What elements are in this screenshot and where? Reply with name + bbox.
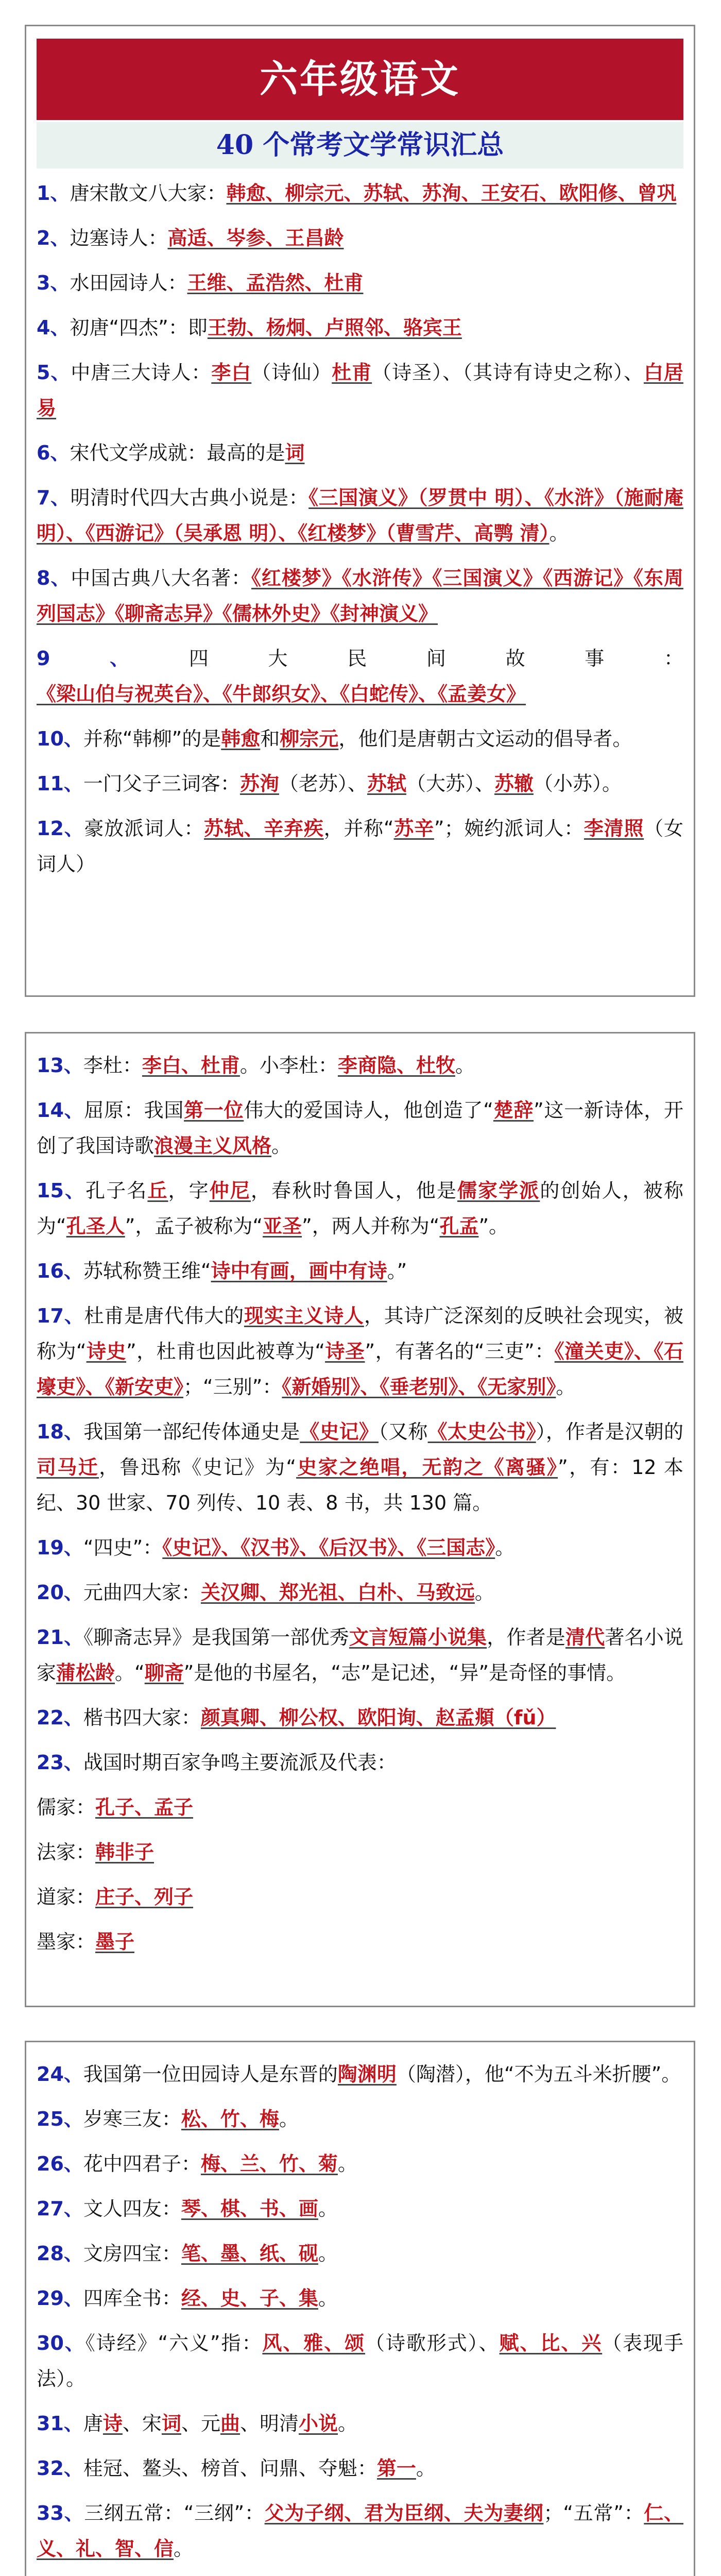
item-number: 31、: [37, 2412, 83, 2435]
knowledge-item: [26, 2146, 694, 2182]
item-number: 26、: [37, 2153, 83, 2175]
prompt-text: 一门父子三词客：: [83, 772, 240, 795]
prompt-text: 和: [260, 727, 280, 750]
prompt-text: 楷书四大家：: [83, 1706, 201, 1729]
prompt-text: 杜甫是唐代伟大的: [84, 1304, 244, 1327]
answer-text: 第一: [376, 2457, 416, 2480]
answer-text: 儒家学派: [457, 1179, 540, 1202]
answer-text: 韩愈、柳宗元、苏轼、苏洵、王安石、欧阳修、曾巩: [226, 182, 677, 205]
item-number: 23、: [37, 1751, 83, 1774]
knowledge-item: [26, 265, 694, 301]
prompt-text: 的创始人，被称为“: [37, 1179, 683, 1238]
prompt-text: 。小李杜：: [239, 1054, 338, 1077]
knowledge-item: [26, 1530, 694, 1566]
prompt-text: 《聊斋志异》是我国第一部优秀: [83, 1626, 349, 1649]
answer-text: 《三国演义》（罗贯中 明）、《水浒》（施耐庵 明）、《西游记》（吴承恩 明）、《红楼梦》（曹雪芹、高鹗 清）: [37, 486, 683, 545]
answer-text: 浪漫主义风格: [154, 1134, 272, 1157]
prompt-text: ；“三别”：: [183, 1376, 282, 1398]
knowledge-item: [26, 435, 694, 471]
answer-text: 苏轼、辛弃疾: [204, 817, 324, 840]
answer-text: 第一位: [184, 1099, 244, 1122]
item-number: 11、: [37, 772, 83, 795]
answer-text: 柳宗元: [280, 727, 339, 750]
item-number: 14、: [37, 1099, 84, 1122]
answer-text: 蒲松龄: [56, 1662, 115, 1684]
prompt-text: 儒家：: [37, 1796, 96, 1819]
prompt-text: 。“: [115, 1662, 145, 1684]
knowledge-item: [26, 221, 694, 256]
item-number: 19、: [37, 1536, 83, 1559]
prompt-text: 文人四友：: [83, 2197, 181, 2220]
prompt-text: 、明清: [239, 2412, 299, 2435]
knowledge-item: [26, 2057, 694, 2092]
knowledge-item: [26, 2496, 694, 2567]
prompt-text: 。: [455, 1054, 475, 1077]
knowledge-item: [26, 1790, 694, 1825]
answer-text: 楚辞: [493, 1099, 534, 1122]
prompt-text: 边塞诗人：: [70, 227, 168, 249]
prompt-text: ”，有著名的“三吏”：: [365, 1340, 555, 1363]
answer-text: 琴、棋、书、画: [181, 2197, 318, 2220]
answer-text: 李清照: [583, 817, 644, 840]
prompt-text: ”是他的书屋名，“志”是记述，“异”是奇怪的事情。: [183, 1662, 626, 1684]
answer-text: 文言短篇小说集: [349, 1626, 487, 1649]
prompt-text: 孔子名: [85, 1179, 148, 1202]
prompt-text: 中唐三大诗人：: [71, 361, 212, 384]
knowledge-card-2: [25, 1032, 695, 2007]
answer-text: 孔孟: [439, 1215, 479, 1238]
answer-text: 孔子、孟子: [95, 1796, 194, 1819]
answer-text: 李白: [211, 361, 252, 384]
prompt-text: 初唐“四杰”：即: [70, 316, 208, 339]
prompt-text: 三纲五常：“三纲”：: [84, 2502, 265, 2524]
answer-text: 王勃、杨炯、卢照邻、骆宾王: [207, 316, 462, 339]
prompt-text: 。: [549, 522, 569, 545]
knowledge-item: [26, 1093, 694, 1164]
prompt-text: ，作者是: [487, 1626, 565, 1649]
item-number: 32、: [37, 2457, 83, 2480]
prompt-text: ”，杜甫也因此被尊为“: [126, 1340, 325, 1363]
answer-text: 仁、义、礼、智、信: [37, 2502, 683, 2560]
answer-text: 诗圣: [325, 1340, 365, 1363]
prompt-text: 。: [474, 1581, 494, 1604]
knowledge-item: [26, 1575, 694, 1611]
prompt-text: 。: [556, 1376, 576, 1398]
answer-text: 父为子纲、君为臣纲、夫为妻纲: [264, 2502, 544, 2524]
knowledge-item: [26, 1173, 694, 1244]
prompt-text: 豪放派词人：: [84, 817, 204, 840]
item-number: 15、: [37, 1179, 86, 1202]
item-number: 29、: [37, 2287, 83, 2310]
answer-text: 诗: [102, 2412, 123, 2435]
prompt-text: 。: [495, 1536, 515, 1559]
prompt-text: 。”: [387, 1260, 407, 1282]
prompt-text: 中国古典八大名著：: [71, 567, 251, 589]
prompt-text: ”这一新诗体，开创了我国诗歌: [37, 1099, 683, 1157]
answer-text: 韩非子: [95, 1841, 154, 1863]
prompt-text: ”。: [478, 1215, 509, 1238]
answer-text: 词: [285, 442, 305, 464]
knowledge-item: [26, 811, 694, 882]
knowledge-item: [26, 641, 694, 712]
answer-text: 李白、杜甫: [142, 1054, 240, 1077]
item-list-1: [26, 176, 694, 891]
knowledge-item: [26, 310, 694, 346]
item-number: 4、: [37, 316, 70, 339]
prompt-text: （诗仙）: [251, 361, 332, 384]
prompt-text: ”，有：12 本纪、30 世家、70 列传、10 表、8 书，共 130 篇。: [37, 1456, 683, 1514]
prompt-text: ，春秋时鲁国人，他是: [250, 1179, 457, 1202]
prompt-text: ；“五常”：: [543, 2502, 644, 2524]
prompt-text: 水田园诗人：: [70, 272, 187, 294]
answer-text: 《新婚别》、《垂老别》、《无家别》: [282, 1376, 556, 1398]
knowledge-item: [26, 1253, 694, 1289]
item-number: 12、: [37, 817, 84, 840]
prompt-text: 。: [318, 2287, 338, 2310]
item-number: 20、: [37, 1581, 83, 1604]
prompt-text: 岁寒三友：: [83, 2108, 181, 2130]
answer-text: 关汉卿、郑光祖、白朴、马致远: [200, 1581, 475, 1604]
prompt-text: 、元: [181, 2412, 220, 2435]
item-number: 25、: [37, 2108, 83, 2130]
item-list-2: [26, 1048, 694, 1969]
answer-text: 现实主义诗人: [244, 1304, 364, 1327]
item-number: 16、: [37, 1260, 83, 1282]
answer-text: 陶渊明: [337, 2063, 397, 2086]
item-number: 33、: [37, 2502, 84, 2524]
item-number: 9、: [37, 647, 189, 670]
item-number: 8、: [37, 567, 71, 589]
item-number: 27、: [37, 2197, 83, 2220]
item-number: 17、: [37, 1304, 84, 1327]
item-number: 5、: [37, 361, 71, 384]
prompt-text: 。: [271, 1134, 291, 1157]
item-number: 3、: [37, 272, 70, 294]
answer-text: 诗中有画，画中有诗: [211, 1260, 387, 1282]
answer-text: 曲: [220, 2412, 240, 2435]
answer-text: 清代: [565, 1626, 605, 1649]
prompt-text: 桂冠、鳌头、榜首、问鼎、夺魁：: [83, 2457, 377, 2480]
answer-text: 《梁山伯与祝英台》、《牛郎织女》、《白蛇传》、《孟姜女》: [37, 683, 526, 705]
knowledge-item: [26, 1414, 694, 1521]
prompt-text: ，并称“: [323, 817, 394, 840]
prompt-text: 李杜：: [83, 1054, 142, 1077]
item-number: 28、: [37, 2242, 83, 2265]
item-number: 6、: [37, 442, 70, 464]
prompt-text: （陶潜），他“不为五斗米折腰”。: [396, 2063, 681, 2086]
item-list-3: [26, 2057, 694, 2576]
answer-text: 笔、墨、纸、砚: [181, 2242, 318, 2265]
answer-text: 王维、孟浩然、杜甫: [187, 272, 364, 294]
answer-text: 诗史: [86, 1340, 127, 1363]
answer-text: 松、竹、梅: [181, 2108, 279, 2130]
knowledge-item: [26, 1879, 694, 1915]
answer-text: 杜甫: [332, 361, 372, 384]
page-title: 六年级语文: [37, 39, 683, 120]
knowledge-item: [26, 1298, 694, 1405]
page-subtitle: 40 个常考文学常识汇总: [37, 122, 683, 168]
prompt-text: 唐宋散文八大家：: [70, 182, 227, 205]
answer-text: 苏辙: [494, 772, 534, 795]
prompt-text: 。: [416, 2457, 436, 2480]
prompt-text: ，鲁迅称《史记》为“: [99, 1456, 297, 1479]
prompt-text: ”；婉约派词人：: [434, 817, 584, 840]
knowledge-item: [26, 2406, 694, 2442]
answer-text: 《红楼梦》《水浒传》《三国演义》《西游记》《东周列国志》《聊斋志异》《儒林外史》《封神演义》: [37, 567, 683, 625]
knowledge-item: [26, 2281, 694, 2316]
knowledge-item: [26, 2326, 694, 2397]
prompt-text: 、宋: [122, 2412, 162, 2435]
prompt-text: 我国第一部纪传体通史是: [83, 1420, 300, 1443]
prompt-text: 宋代文学成就：最高的是: [70, 442, 285, 464]
prompt-text: 并称“韩柳”的是: [83, 727, 221, 750]
knowledge-item: [26, 1745, 694, 1781]
prompt-text: 《诗经》“六义”指：: [85, 2332, 263, 2354]
knowledge-item: [26, 1924, 694, 1960]
prompt-text: 。: [338, 2412, 358, 2435]
knowledge-item: [26, 766, 694, 802]
prompt-text: 。: [279, 2108, 299, 2130]
prompt-text: ”，孟子被称为“: [125, 1215, 263, 1238]
prompt-text: ，他们是唐朝古文运动的倡导者。: [338, 727, 632, 750]
prompt-text: 元曲四大家：: [83, 1581, 201, 1604]
item-number: 10、: [37, 727, 83, 750]
prompt-text: 。: [337, 2153, 357, 2175]
knowledge-item: [26, 2451, 694, 2486]
prompt-text: 。: [174, 2537, 194, 2560]
prompt-text: （又称: [379, 1420, 428, 1443]
item-number: 1、: [37, 182, 70, 205]
answer-text: 梅、兰、竹、菊: [200, 2153, 338, 2175]
answer-text: 赋、比、兴: [499, 2332, 603, 2354]
prompt-text: ），作者是汉朝的: [536, 1420, 683, 1443]
prompt-text: 战国时期百家争鸣主要流派及代表：: [83, 1751, 397, 1774]
item-number: 18、: [37, 1420, 84, 1443]
prompt-text: 苏轼称赞王维“: [83, 1260, 211, 1282]
knowledge-item: [26, 1700, 694, 1736]
answer-text: 仲尼: [209, 1179, 251, 1202]
prompt-text: 花中四君子：: [83, 2153, 201, 2175]
prompt-text: 文房四宝：: [83, 2242, 181, 2265]
prompt-text: 我国第一位田园诗人是东晋的: [83, 2063, 338, 2086]
answer-text: 聊斋: [144, 1662, 184, 1684]
prompt-text: （小苏）。: [533, 772, 622, 795]
item-number: 7、: [37, 486, 71, 509]
answer-text: 庄子、列子: [95, 1886, 194, 1908]
answer-text: 孔圣人: [66, 1215, 125, 1238]
item-number: 2、: [37, 227, 70, 249]
knowledge-item: [26, 1835, 694, 1870]
answer-text: 白居易: [37, 361, 683, 419]
knowledge-card-1: [25, 25, 695, 997]
prompt-text: （表现手法）。: [37, 2332, 683, 2390]
knowledge-item: [26, 1620, 694, 1691]
prompt-text: 唐: [83, 2412, 103, 2435]
answer-text: 经、史、子、集: [181, 2287, 318, 2310]
item-number: 30、: [37, 2332, 85, 2354]
prompt-text: （诗圣）、（其诗有诗史之称）、: [372, 361, 644, 384]
prompt-text: 伟大的爱国诗人，他创造了“: [244, 1099, 493, 1122]
answer-text: 史家之绝唱，无韵之《离骚》: [296, 1456, 558, 1479]
prompt-text: 著名小说家: [37, 1626, 683, 1684]
answer-text: 《史记》: [300, 1420, 379, 1443]
prompt-text: ，其诗广泛深刻的反映社会现实，被称为“: [37, 1304, 683, 1363]
prompt-text: （大苏）、: [406, 772, 494, 795]
prompt-text: 四库全书：: [83, 2287, 181, 2310]
prompt-text: （老苏）、: [279, 772, 367, 795]
answer-text: 苏辛: [393, 817, 434, 840]
prompt-text: 屈原：我国: [84, 1099, 184, 1122]
answer-text: 李商隐、杜牧: [337, 1054, 455, 1077]
answer-text: 风、雅、颂: [262, 2332, 366, 2354]
item-number: 13、: [37, 1054, 83, 1077]
knowledge-item: [26, 176, 694, 211]
item-number: 24、: [37, 2063, 83, 2086]
prompt-text: 。: [318, 2242, 338, 2265]
answer-text: 小说: [299, 2412, 338, 2435]
knowledge-item: [26, 2102, 694, 2137]
answer-text: 韩愈: [221, 727, 261, 750]
knowledge-item: [26, 721, 694, 757]
answer-text: 颜真卿、柳公权、欧阳询、赵孟頫（fǔ）: [200, 1706, 556, 1729]
knowledge-item: [26, 355, 694, 426]
answer-text: 《太史公书》: [427, 1420, 536, 1443]
answer-text: 《潼关吏》、《石壕吏》、《新安吏》: [37, 1340, 683, 1398]
knowledge-item: [26, 561, 694, 632]
answer-text: 《史记》、《汉书》、《后汉书》、《三国志》: [162, 1536, 495, 1559]
item-number: 22、: [37, 1706, 83, 1729]
item-number: 21、: [37, 1626, 84, 1649]
answer-text: 司马迁: [37, 1456, 99, 1479]
knowledge-item: [26, 1048, 694, 1083]
prompt-text: 墨家：: [37, 1930, 96, 1953]
prompt-text: ”，两人并称为“: [302, 1215, 440, 1238]
prompt-text: 。: [318, 2197, 338, 2220]
prompt-text: 法家：: [37, 1841, 96, 1863]
prompt-text: 明清时代四大古典小说是：: [70, 486, 309, 509]
prompt-text: “四史”：: [83, 1536, 163, 1559]
prompt-text: （女词人）: [37, 817, 683, 875]
prompt-text: ，字: [168, 1179, 210, 1202]
answer-text: 丘: [147, 1179, 168, 1202]
answer-text: 词: [161, 2412, 181, 2435]
knowledge-card-3: [25, 2041, 695, 2576]
knowledge-item: [26, 480, 694, 551]
answer-text: 亚圣: [263, 1215, 302, 1238]
prompt-text: （诗歌形式）、: [365, 2332, 500, 2354]
answer-text: 高适、岑参、王昌龄: [167, 227, 344, 249]
prompt-text: 道家：: [37, 1886, 96, 1908]
knowledge-item: [26, 2236, 694, 2272]
answer-text: 苏轼: [367, 772, 406, 795]
answer-text: 墨子: [95, 1930, 135, 1953]
answer-text: 苏洵: [239, 772, 279, 795]
prompt-text: 四大民间故事：: [188, 647, 683, 670]
knowledge-item: [26, 2191, 694, 2227]
